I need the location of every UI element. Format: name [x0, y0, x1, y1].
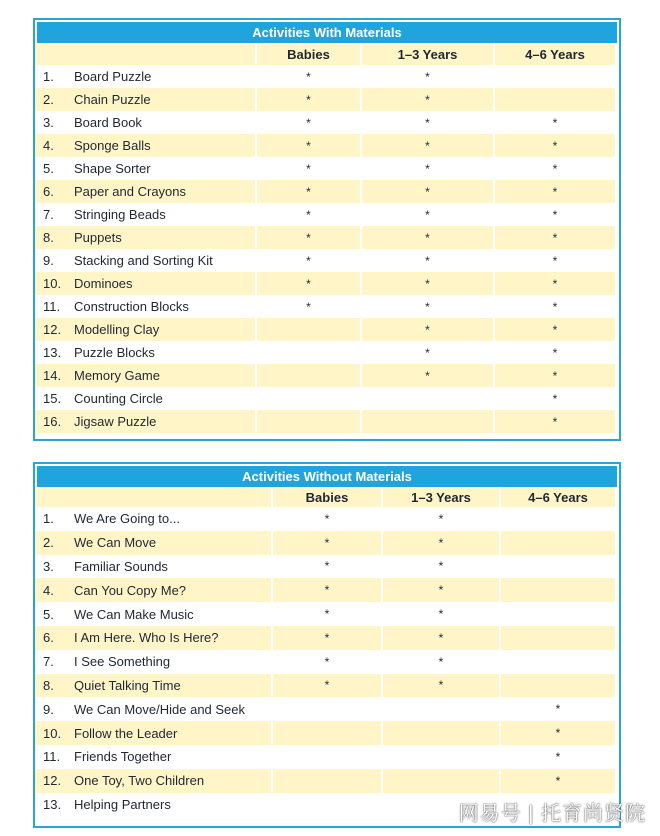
activity-name: Chain Puzzle — [74, 92, 151, 107]
age-mark-cell — [257, 134, 362, 157]
age-mark: * — [306, 230, 311, 245]
age-mark-cell — [362, 341, 495, 364]
age-mark: * — [555, 726, 561, 741]
age-mark-cell — [273, 578, 383, 602]
age-mark: * — [438, 583, 444, 598]
activity-name: Stacking and Sorting Kit — [74, 253, 213, 268]
activity-name: Can You Copy Me? — [74, 582, 187, 598]
activity-name: Modelling Clay — [74, 322, 160, 337]
age-mark-cell — [362, 157, 495, 180]
activity-number: 6. — [43, 630, 54, 646]
age-mark: * — [438, 630, 444, 645]
age-mark: * — [552, 115, 558, 130]
age-mark: * — [306, 207, 311, 222]
activity-number: 9. — [43, 253, 54, 268]
activity-cell — [35, 674, 273, 698]
activity-name: Board Puzzle — [74, 69, 152, 84]
age-mark-cell — [362, 387, 495, 410]
activity-number: 11. — [43, 749, 61, 765]
age-mark-cell — [362, 226, 495, 249]
activity-number: 10. — [43, 725, 62, 741]
activity-cell — [35, 697, 273, 721]
age-mark: * — [552, 138, 558, 153]
activities-with-materials-table — [33, 18, 621, 441]
age-mark: * — [324, 654, 330, 669]
activity-number: 7. — [43, 654, 54, 670]
activity-number: 10. — [43, 276, 62, 291]
age-mark: * — [306, 299, 311, 314]
age-mark-cell — [273, 721, 383, 745]
table-row — [35, 410, 619, 433]
activity-name: Helping Partners — [74, 796, 171, 812]
activity-name: Puppets — [74, 230, 122, 245]
activity-number: 12. — [43, 773, 62, 789]
age-mark: * — [438, 535, 444, 550]
age-mark-cell — [257, 341, 362, 364]
age-mark-cell — [362, 295, 495, 318]
table-row — [35, 65, 619, 88]
activity-number: 9. — [43, 701, 54, 717]
age-mark-cell — [273, 769, 383, 793]
activity-name: Sponge Balls — [74, 138, 151, 153]
table-row — [35, 318, 619, 341]
age-mark: * — [425, 345, 430, 360]
activity-number: 2. — [43, 92, 54, 107]
age-mark-cell — [257, 157, 362, 180]
activity-cell — [35, 249, 257, 272]
age-mark-cell — [257, 65, 362, 88]
header-blank-cell — [35, 43, 257, 65]
table-row — [35, 111, 619, 134]
activity-cell — [35, 134, 257, 157]
age-mark-cell — [273, 650, 383, 674]
age-mark-cell — [383, 769, 501, 793]
age-mark: * — [555, 702, 561, 717]
header-row — [35, 43, 619, 65]
age-mark-cell — [362, 249, 495, 272]
activity-number: 1. — [43, 511, 54, 527]
activities-without-materials-table — [33, 462, 621, 828]
age-mark-cell — [273, 626, 383, 650]
age-mark: * — [552, 161, 558, 176]
age-mark: * — [425, 138, 430, 153]
table-row — [35, 272, 619, 295]
age-mark-cell — [257, 295, 362, 318]
age-mark: * — [324, 630, 330, 645]
table-row — [35, 721, 619, 745]
column-header: 4–6 Years — [501, 487, 615, 507]
activity-cell — [35, 745, 273, 769]
activity-name: We Can Move — [74, 535, 157, 551]
age-mark-cell — [257, 111, 362, 134]
header-row — [35, 487, 619, 507]
age-mark: * — [306, 69, 311, 84]
age-mark: * — [552, 391, 558, 406]
age-mark-cell — [362, 180, 495, 203]
age-mark-cell — [383, 578, 501, 602]
activity-name: Counting Circle — [74, 391, 163, 406]
activity-name: Friends Together — [74, 749, 172, 765]
table-row — [35, 364, 619, 387]
activity-cell — [35, 769, 273, 793]
activity-name: Memory Game — [74, 368, 160, 383]
age-mark: * — [425, 230, 430, 245]
activity-number: 4. — [43, 138, 54, 153]
column-header: 1–3 Years — [362, 43, 495, 65]
age-mark-cell — [495, 65, 615, 88]
age-mark-cell — [495, 226, 615, 249]
age-mark: * — [425, 184, 430, 199]
table-row — [35, 157, 619, 180]
age-mark-cell — [383, 626, 501, 650]
age-mark: * — [552, 299, 558, 314]
age-mark-cell — [273, 555, 383, 579]
age-mark: * — [306, 184, 311, 199]
activity-name: Board Book — [74, 115, 142, 130]
age-mark: * — [425, 276, 430, 291]
age-mark-cell — [383, 721, 501, 745]
age-mark-cell — [495, 318, 615, 341]
activity-number: 12. — [43, 322, 62, 337]
activity-name: We Can Make Music — [74, 606, 194, 622]
activity-cell — [35, 578, 273, 602]
age-mark: * — [555, 749, 561, 764]
activity-cell — [35, 203, 257, 226]
table-row — [35, 578, 619, 602]
age-mark-cell — [495, 364, 615, 387]
activity-number: 3. — [43, 558, 54, 574]
activity-number: 8. — [43, 677, 54, 693]
age-mark-cell — [257, 272, 362, 295]
table-row — [35, 697, 619, 721]
watermark: 网易号 | 托育尚贤院 — [458, 803, 646, 825]
age-mark-cell — [383, 697, 501, 721]
activity-number: 13. — [43, 345, 62, 360]
age-mark: * — [306, 253, 311, 268]
activity-number: 6. — [43, 184, 54, 199]
activity-number: 7. — [43, 207, 54, 222]
age-mark-cell — [501, 626, 615, 650]
table-row — [35, 226, 619, 249]
table-row — [35, 769, 619, 793]
activity-cell — [35, 793, 273, 817]
age-mark: * — [438, 607, 444, 622]
table-row — [35, 295, 619, 318]
age-mark-cell — [362, 364, 495, 387]
age-mark-cell — [362, 410, 495, 433]
table-row — [35, 674, 619, 698]
activity-name: Jigsaw Puzzle — [74, 414, 157, 429]
activity-cell — [35, 602, 273, 626]
activity-name: I See Something — [74, 654, 171, 670]
age-mark-cell — [501, 531, 615, 555]
activity-name: I Am Here. Who Is Here? — [74, 630, 219, 646]
activity-number: 2. — [43, 535, 54, 551]
age-mark: * — [425, 115, 430, 130]
age-mark: * — [324, 607, 330, 622]
age-mark-cell — [495, 249, 615, 272]
activity-number: 1. — [43, 69, 54, 84]
activity-name: Quiet Talking Time — [74, 677, 181, 693]
activity-number: 13. — [43, 796, 62, 812]
activity-name: Puzzle Blocks — [74, 345, 155, 360]
age-mark-cell — [362, 88, 495, 111]
activity-number: 16. — [43, 414, 62, 429]
age-mark-cell — [257, 364, 362, 387]
age-mark: * — [552, 414, 558, 429]
table-row — [35, 387, 619, 410]
activity-cell — [35, 318, 257, 341]
age-mark: * — [324, 559, 330, 574]
activity-cell — [35, 272, 257, 295]
age-mark-cell — [495, 111, 615, 134]
table-grid — [35, 487, 619, 816]
age-mark-cell — [501, 507, 615, 531]
age-mark: * — [552, 230, 558, 245]
age-mark-cell — [383, 650, 501, 674]
age-mark: * — [552, 253, 558, 268]
activity-cell — [35, 295, 257, 318]
age-mark-cell — [495, 134, 615, 157]
age-mark: * — [306, 92, 311, 107]
age-mark: * — [324, 535, 330, 550]
age-mark-cell — [501, 721, 615, 745]
age-mark: * — [552, 345, 558, 360]
age-mark: * — [552, 184, 558, 199]
age-mark: * — [425, 322, 430, 337]
age-mark-cell — [383, 674, 501, 698]
table-grid — [35, 43, 619, 433]
column-header: 4–6 Years — [495, 43, 615, 65]
activity-name: We Can Move/Hide and Seek — [74, 701, 246, 717]
activity-cell — [35, 226, 257, 249]
header-blank-cell — [35, 487, 273, 507]
age-mark: * — [552, 322, 558, 337]
activity-number: 11. — [43, 299, 61, 314]
age-mark: * — [425, 69, 430, 84]
age-mark-cell — [495, 157, 615, 180]
age-mark-cell — [257, 387, 362, 410]
activity-cell — [35, 721, 273, 745]
activity-number: 3. — [43, 115, 54, 130]
age-mark-cell — [495, 203, 615, 226]
table-row — [35, 249, 619, 272]
table-row — [35, 531, 619, 555]
activity-number: 5. — [43, 606, 54, 622]
activity-cell — [35, 364, 257, 387]
age-mark-cell — [362, 65, 495, 88]
activity-number: 4. — [43, 582, 54, 598]
activity-name: Dominoes — [74, 276, 133, 291]
age-mark-cell — [501, 650, 615, 674]
age-mark: * — [425, 161, 430, 176]
age-mark: * — [306, 161, 311, 176]
activity-name: We Are Going to... — [74, 511, 180, 527]
table-title: Activities Without Materials — [37, 466, 617, 487]
activity-name: Stringing Beads — [74, 207, 166, 222]
table-row — [35, 626, 619, 650]
age-mark-cell — [495, 88, 615, 111]
age-mark: * — [425, 207, 430, 222]
age-mark-cell — [273, 697, 383, 721]
age-mark: * — [438, 559, 444, 574]
age-mark-cell — [362, 318, 495, 341]
age-mark-cell — [383, 745, 501, 769]
age-mark-cell — [273, 602, 383, 626]
age-mark: * — [552, 276, 558, 291]
age-mark-cell — [495, 180, 615, 203]
age-mark-cell — [501, 674, 615, 698]
table-row — [35, 88, 619, 111]
age-mark-cell — [495, 341, 615, 364]
activity-number: 14. — [43, 368, 62, 383]
age-mark-cell — [273, 745, 383, 769]
age-mark-cell — [495, 272, 615, 295]
age-mark-cell — [383, 507, 501, 531]
activity-name: Paper and Crayons — [74, 184, 187, 199]
activity-name: Familiar Sounds — [74, 558, 168, 574]
age-mark-cell — [383, 602, 501, 626]
table-row — [35, 341, 619, 364]
table-row — [35, 602, 619, 626]
age-mark-cell — [257, 318, 362, 341]
age-mark-cell — [362, 203, 495, 226]
activity-number: 5. — [43, 161, 54, 176]
age-mark-cell — [495, 387, 615, 410]
activity-cell — [35, 341, 257, 364]
table-row — [35, 134, 619, 157]
age-mark-cell — [383, 531, 501, 555]
table-title: Activities With Materials — [37, 22, 617, 43]
age-mark-cell — [383, 555, 501, 579]
age-mark-cell — [257, 88, 362, 111]
table-row — [35, 555, 619, 579]
activity-number: 15. — [43, 391, 62, 406]
activity-cell — [35, 387, 257, 410]
age-mark-cell — [495, 410, 615, 433]
age-mark-cell — [273, 507, 383, 531]
age-mark-cell — [362, 134, 495, 157]
table-row — [35, 745, 619, 769]
age-mark-cell — [501, 697, 615, 721]
age-mark-cell — [501, 745, 615, 769]
age-mark-cell — [257, 226, 362, 249]
column-header: 1–3 Years — [383, 487, 501, 507]
activity-name: Shape Sorter — [74, 161, 151, 176]
age-mark-cell — [273, 793, 383, 817]
activity-cell — [35, 180, 257, 203]
table-row — [35, 180, 619, 203]
age-mark-cell — [257, 410, 362, 433]
activity-name: Construction Blocks — [74, 299, 189, 314]
age-mark: * — [425, 299, 430, 314]
activity-name: One Toy, Two Children — [74, 773, 205, 789]
age-mark: * — [306, 138, 311, 153]
age-mark: * — [306, 276, 311, 291]
age-mark: * — [425, 92, 430, 107]
age-mark-cell — [495, 295, 615, 318]
age-mark: * — [438, 511, 444, 526]
age-mark: * — [306, 115, 311, 130]
activity-cell — [35, 555, 273, 579]
activity-cell — [35, 65, 257, 88]
age-mark: * — [438, 654, 444, 669]
activity-cell — [35, 531, 273, 555]
activity-cell — [35, 111, 257, 134]
age-mark: * — [555, 773, 561, 788]
age-mark-cell — [501, 769, 615, 793]
activity-cell — [35, 157, 257, 180]
table-row — [35, 507, 619, 531]
table-row — [35, 203, 619, 226]
age-mark-cell — [257, 180, 362, 203]
table-row — [35, 650, 619, 674]
column-header: Babies — [273, 487, 383, 507]
age-mark: * — [324, 583, 330, 598]
age-mark-cell — [257, 249, 362, 272]
column-header: Babies — [257, 43, 362, 65]
activity-number: 8. — [43, 230, 54, 245]
activity-cell — [35, 626, 273, 650]
age-mark-cell — [501, 602, 615, 626]
activity-cell — [35, 650, 273, 674]
age-mark: * — [324, 678, 330, 693]
activity-cell — [35, 410, 257, 433]
age-mark-cell — [273, 674, 383, 698]
age-mark: * — [324, 511, 330, 526]
activity-name: Follow the Leader — [74, 725, 178, 741]
age-mark-cell — [273, 531, 383, 555]
age-mark: * — [425, 253, 430, 268]
age-mark-cell — [257, 203, 362, 226]
age-mark-cell — [501, 578, 615, 602]
age-mark: * — [438, 678, 444, 693]
age-mark-cell — [501, 555, 615, 579]
activity-cell — [35, 507, 273, 531]
age-mark: * — [552, 368, 558, 383]
age-mark-cell — [362, 111, 495, 134]
age-mark-cell — [362, 272, 495, 295]
activity-cell — [35, 88, 257, 111]
age-mark: * — [425, 368, 430, 383]
age-mark: * — [552, 207, 558, 222]
